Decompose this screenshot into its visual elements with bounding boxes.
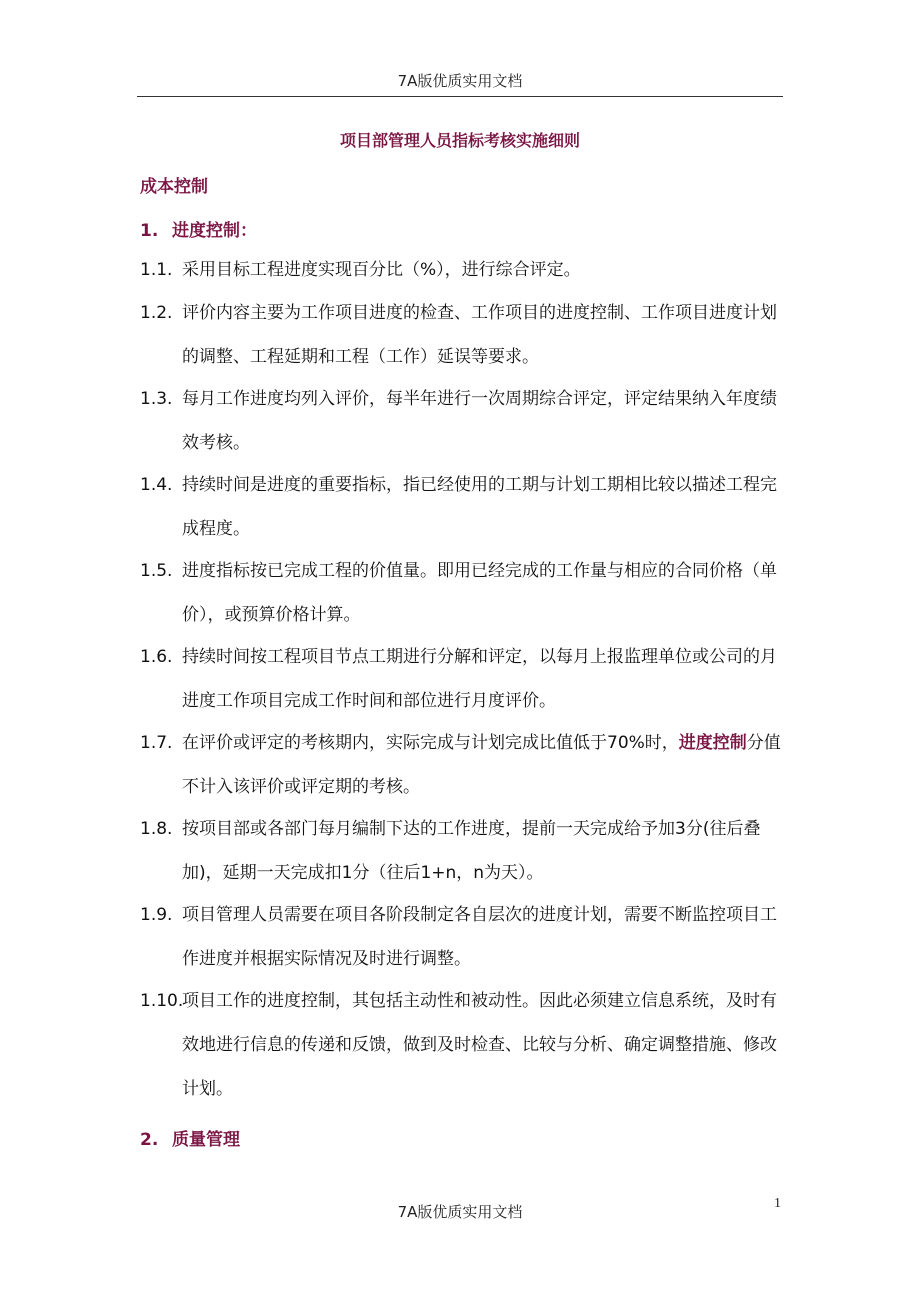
item-text-after: 分值不计入该评价或评定期的考核。 <box>182 733 781 797</box>
item-number: 1.2. <box>140 303 173 323</box>
item-text: 进度指标按已完成工程的价值量。即用已经完成的工作量与相应的合同价格（单价），或预算价格计算。 <box>182 561 777 625</box>
item-text-before: 在评价或评定的考核期内，实际完成与计划完成比值低于70%时， <box>182 733 679 753</box>
list-item <box>140 893 785 981</box>
item-number: 1.7. <box>140 733 173 753</box>
item-number: 1.4. <box>140 475 173 495</box>
item-number: 1.9. <box>140 905 173 925</box>
highlight-progress-control: 进度控制 <box>678 733 747 753</box>
page-number: 1 <box>774 1196 781 1211</box>
item-text: 评价内容主要为工作项目进度的检查、工作项目的进度控制、工作项目进度计划的调整、工程延期和工程（工作）延误等要求。 <box>182 303 777 367</box>
list-item <box>140 549 785 637</box>
item-text: 每月工作进度均列入评价，每半年进行一次周期综合评定，评定结果纳入年度绩效考核。 <box>182 389 777 453</box>
item-text: 按项目部或各部门每月编制下达的工作进度，提前一天完成给予加3分(往后叠加)，延期一天完成扣1分（往后1+n，n为天）。 <box>182 819 761 883</box>
heading-number: 1. <box>140 221 159 241</box>
item-number: 1.1. <box>140 260 173 280</box>
heading-label: 质量管理 <box>172 1130 240 1150</box>
list-item <box>140 377 785 465</box>
list-item <box>140 807 785 895</box>
list-item <box>140 463 785 551</box>
item-text: 项目管理人员需要在项目各阶段制定各自层次的进度计划，需要不断监控项目工作进度并根据实际情况及时进行调整。 <box>182 905 777 969</box>
page-footer: 7A版优质实用文档 <box>397 1203 523 1221</box>
item-text: 项目工作的进度控制，其包括主动性和被动性。因此必须建立信息系统，及时有效地进行信息的传递和反馈，做到及时检查、比较与分析、确定调整措施、修改计划。 <box>182 991 777 1099</box>
item-number: 1.8. <box>140 819 173 839</box>
heading-label: 进度控制： <box>172 221 257 241</box>
item-text: 持续时间按工程项目节点工期进行分解和评定，以每月上报监理单位或公司的月进度工作项目完成工作时间和部位进行月度评价。 <box>182 647 777 711</box>
item-text <box>182 721 785 809</box>
list-item <box>140 248 785 292</box>
item-number: 1.6. <box>140 647 173 667</box>
item-number: 1.5. <box>140 561 173 581</box>
list-item <box>140 635 785 723</box>
item-text: 持续时间是进度的重要指标，指已经使用的工期与计划工期相比较以描述工程完成程度。 <box>182 475 777 539</box>
item-number: 1.3. <box>140 389 173 409</box>
document-title: 项目部管理人员指标考核实施细则 <box>339 131 580 150</box>
heading-number: 2. <box>140 1130 159 1150</box>
list-item <box>140 721 785 809</box>
header-divider <box>137 96 783 97</box>
list-item <box>140 291 785 379</box>
section-heading: 成本控制 <box>140 177 208 197</box>
item-text: 采用目标工程进度实现百分比（%），进行综合评定。 <box>182 260 581 280</box>
heading-quality-management <box>140 1125 240 1150</box>
heading-progress-control <box>140 216 257 241</box>
item-number: 1.10. <box>140 991 184 1011</box>
list-item <box>140 979 785 1111</box>
page-header: 7A版优质实用文档 <box>397 72 523 90</box>
